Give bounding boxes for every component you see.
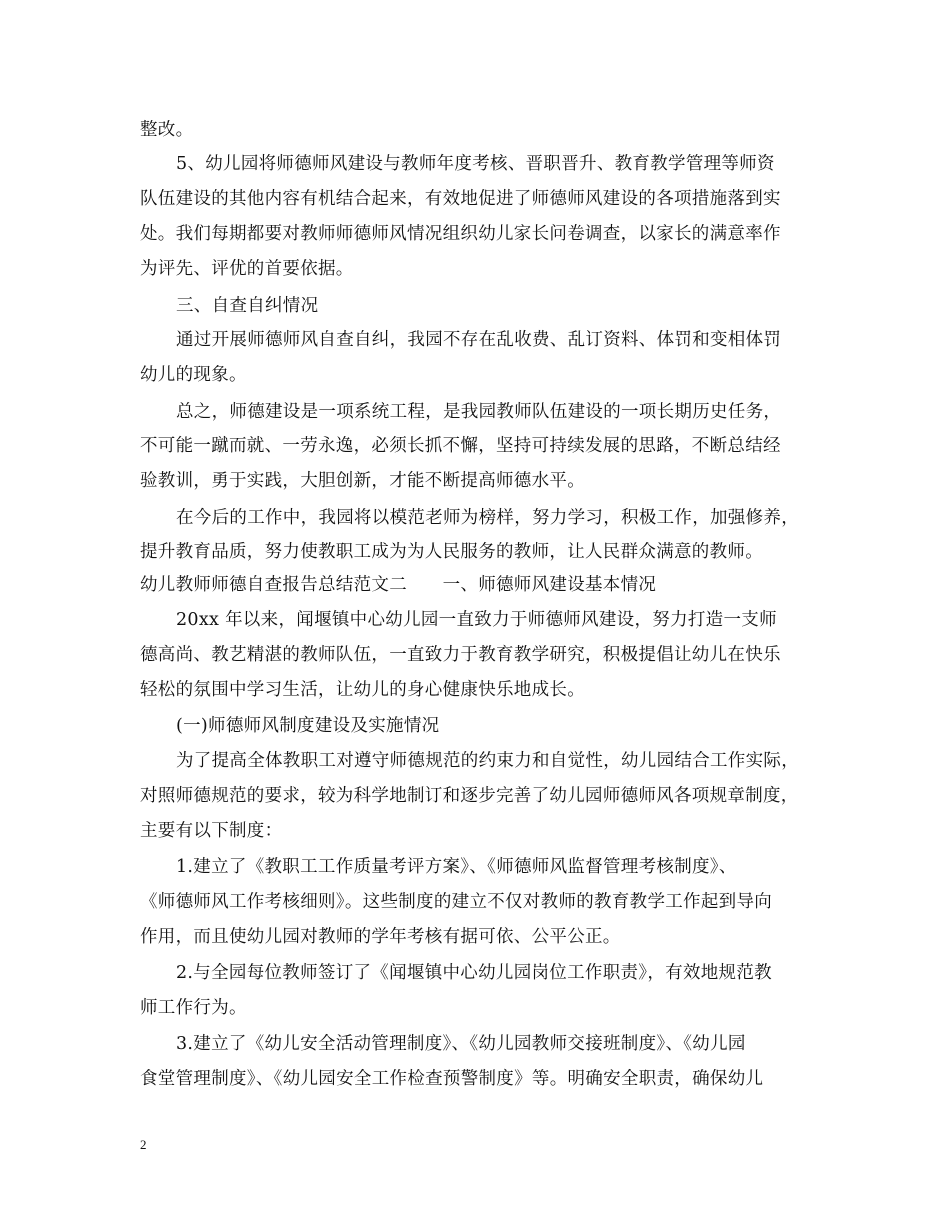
text-line: 不可能一蹴而就、一劳永逸，必须长抓不懈，坚持可持续发展的思路，不断总结经 xyxy=(140,436,781,456)
text-line: 总之，师德建设是一项系统工程，是我园教师队伍建设的一项长期历史任务， xyxy=(176,402,782,422)
page-number: 2 xyxy=(140,1137,147,1152)
text-line: 为了提高全体教职工对遵守师德规范的约束力和自觉性，幼儿园结合工作实际， xyxy=(176,751,799,771)
text-line: 主要有以下制度： xyxy=(140,821,283,841)
text-line: 20xx 年以来，闻堰镇中心幼儿园一直致力于师德师风建设，努力打造一支师 xyxy=(176,610,777,630)
text-line: 作用，而且使幼儿园对教师的学年考核有据可依、公平公正。 xyxy=(140,927,621,947)
text-line: 师工作行为。 xyxy=(140,998,247,1018)
text-line: 处。我们每期都要对教师师德师风情况组织幼儿家长问卷调查，以家长的满意率作 xyxy=(140,224,781,244)
text-line: 2.与全园每位教师签订了《闻堰镇中心幼儿园岗位工作职责》，有效地规范教 xyxy=(176,963,772,983)
subsection-heading: (一)师德师风制度建设及实施情况 xyxy=(176,716,440,736)
section-title: 幼儿教师师德自查报告总结范文二 一、师德师风建设基本情况 xyxy=(140,575,657,595)
text-line: 验教训，勇于实践，大胆创新，才能不断提高师德水平。 xyxy=(140,471,585,491)
text-line: 幼儿的现象。 xyxy=(140,365,247,385)
text-line: 提升教育品质，努力使教职工成为为人民服务的教师，让人民群众满意的教师。 xyxy=(140,542,763,562)
text-line: 5、幼儿园将师德师风建设与教师年度考核、晋职晋升、教育教学管理等师资 xyxy=(176,154,775,174)
text-line: 为评先、评优的首要依据。 xyxy=(140,259,354,279)
text-line: 3.建立了《幼儿安全活动管理制度》、《幼儿园教师交接班制度》、《幼儿园 xyxy=(176,1034,746,1054)
text-line: 在今后的工作中，我园将以模范老师为榜样，努力学习，积极工作，加强修养， xyxy=(176,508,799,528)
text-line: 整改。 xyxy=(140,120,194,140)
text-line: 对照师德规范的要求，较为科学地制订和逐步完善了幼儿园师德师风各项规章制度， xyxy=(140,786,799,806)
text-line: 德高尚、教艺精湛的教师队伍，一直致力于教育教学研究，积极提倡让幼儿在快乐 xyxy=(140,645,781,665)
text-line: 轻松的氛围中学习生活，让幼儿的身心健康快乐地成长。 xyxy=(140,680,585,700)
text-line: 1.建立了《教职工工作质量考评方案》、《师德师风监督管理考核制度》、 xyxy=(176,857,737,877)
section-heading: 三、自查自纠情况 xyxy=(176,296,319,316)
text-line: 队伍建设的其他内容有机结合起来，有效地促进了师德师风建设的各项措施落到实 xyxy=(140,189,781,209)
text-line: 《师德师风工作考核细则》。这些制度的建立不仅对教师的教育教学工作起到导向 xyxy=(140,892,773,912)
text-line: 通过开展师德师风自查自纠，我园不存在乱收费、乱订资料、体罚和变相体罚 xyxy=(176,330,782,350)
text-line: 食堂管理制度》、《幼儿园安全工作检查预警制度》等。明确安全职责，确保幼儿 xyxy=(140,1069,764,1089)
